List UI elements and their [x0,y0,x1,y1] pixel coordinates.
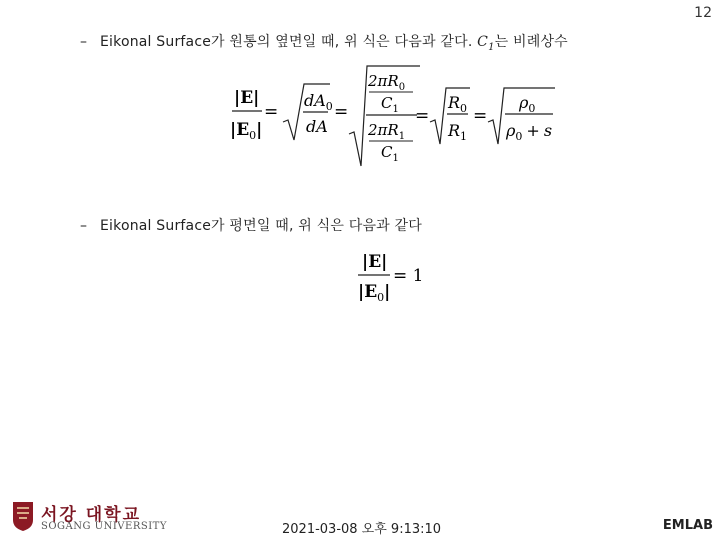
r0: $R_0$ [448,93,468,115]
footer-lab: EMLAB [662,518,713,533]
university-seal-icon [10,500,36,532]
r1: $R_1$ [448,121,468,143]
equals-one: = 1 [393,266,424,286]
page-number: 12 [694,5,712,21]
sqrt-area-ratio [283,84,333,140]
c1-symbol: C [477,34,489,50]
bullet-dash: – [80,34,88,50]
sqrt-r-ratio [430,88,470,144]
c1-subscript: 1 [488,41,495,53]
sqrt-rho-ratio [488,88,555,144]
equals-1: = [264,102,279,122]
bullet-plane [80,215,422,235]
bullet-dash: – [80,218,88,234]
bullet-cylinder [80,31,568,53]
rho0-plus-s: $\rho_0 + s$ [506,121,553,143]
footer-date: 2021-03-08 오후 9:13:10 [282,522,442,537]
two-pi-r1: $2\pi R_1$ [368,121,406,142]
e0-sub: 0 [249,129,257,142]
bullet-tail: 는 비례상수 [494,34,568,50]
rho0-num: $\rho_0$ [519,93,536,115]
equals-3: = [415,106,430,126]
c1-upper: $C_1$ [381,94,399,115]
sqrt-radius-fraction [349,66,420,166]
c1-lower: $C_1$ [381,143,399,164]
e-numerator: E [368,252,382,272]
two-pi-r0: $2\pi R_0$ [368,72,406,93]
e0-denominator: E [364,282,378,302]
university-name-en: SOGANG UNIVERSITY [41,521,167,532]
svg-text:|E|: |E| [362,252,388,272]
ratio-e-e0 [230,88,262,142]
svg-text:|E0|: $|E_0|$ [230,120,263,142]
svg-text:|E|: |E| [234,88,260,108]
equals-4: = [473,106,488,126]
equation-plane [350,245,440,305]
university-name-ko: 서강 대학교 [41,505,142,525]
e-numerator: E [240,88,254,108]
equals-2: = [334,102,349,122]
svg-text:|E0|: $|E_0|$ [358,282,391,304]
bullet-text: Eikonal Surface가 원통의 옆면일 때, 위 식은 다음과 같다. [100,34,473,50]
e0-denominator: E [236,120,250,140]
da: dA [306,117,328,136]
bullet-text: Eikonal Surface가 평면일 때, 위 식은 다음과 같다 [100,218,422,234]
equation-cylinder [220,60,580,175]
da0: $dA_0$ [304,91,333,113]
